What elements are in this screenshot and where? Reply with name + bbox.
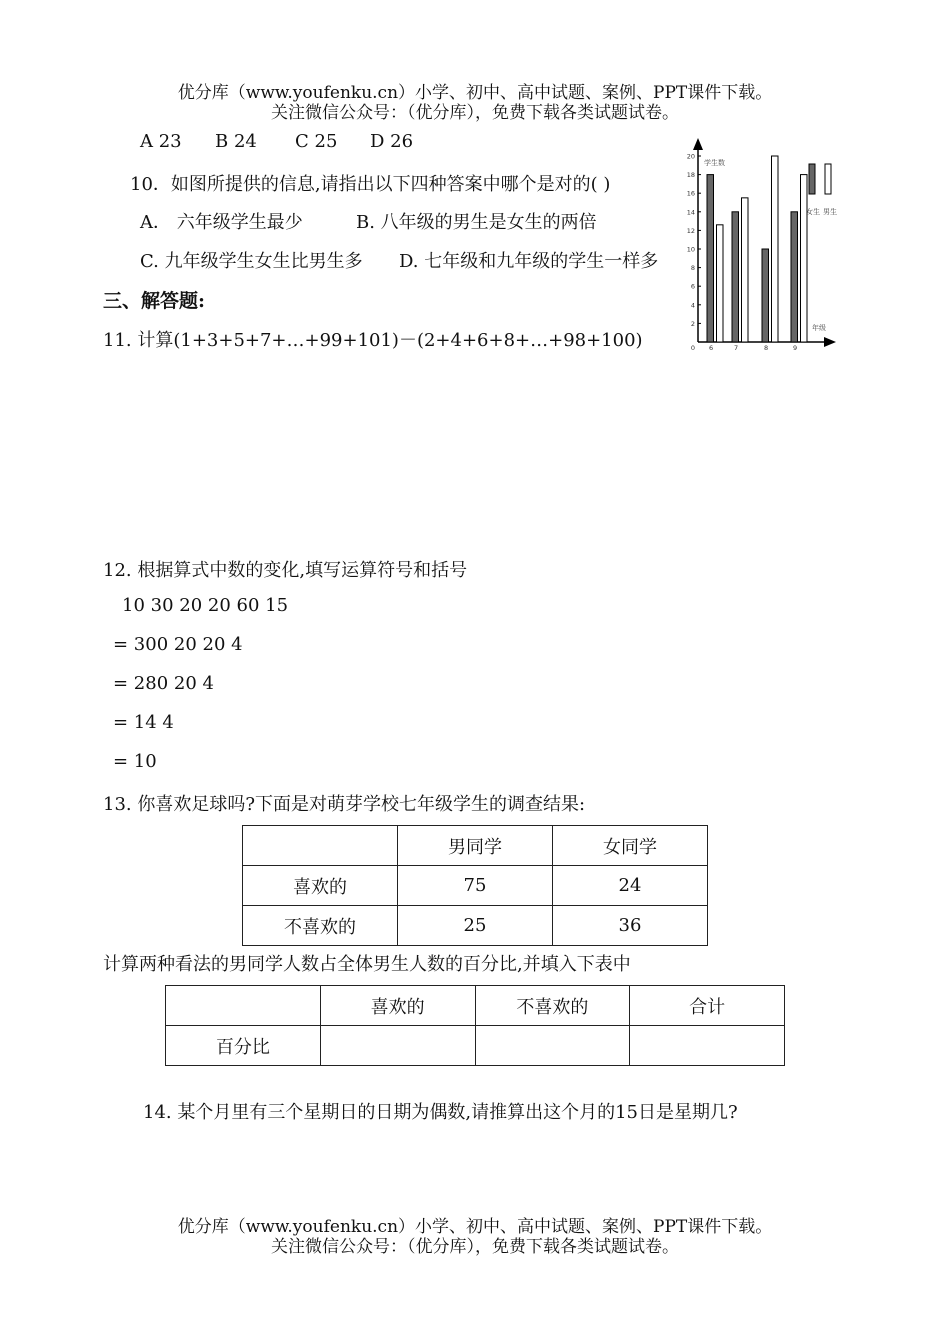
- survey-cell: 24: [552, 866, 707, 906]
- survey-cell: 75: [397, 866, 552, 906]
- y-tick-label: 10: [686, 245, 695, 254]
- percentage-table: [165, 985, 785, 1066]
- survey-header-blank: [243, 826, 398, 866]
- y-tick-label: 6: [690, 282, 695, 291]
- q12-line-1: 10 30 20 20 60 15: [122, 595, 289, 616]
- y-tick-label: 18: [686, 171, 695, 180]
- q10-option-c: C. 九年级学生女生比男生多: [140, 251, 363, 272]
- percent-answer-cell[interactable]: [320, 1026, 475, 1066]
- y-axis-arrow: [693, 138, 703, 150]
- x-axis-title: 年级: [812, 324, 826, 332]
- y-tick-label: 20: [686, 152, 695, 161]
- grade-bar-chart: [678, 132, 850, 357]
- survey-cell: 36: [552, 906, 707, 946]
- q12-line-4: = 14 4: [113, 712, 174, 733]
- q10-stem: 10．如图所提供的信息,请指出以下四种答案中哪个是对的( ): [130, 174, 611, 195]
- q12-line-2: = 300 20 20 4: [113, 634, 243, 655]
- legend-label: 女生: [806, 208, 820, 216]
- footer-line-2: 关注微信公众号：（优分库），免费下载各类试题试卷。: [271, 1237, 679, 1257]
- q10-option-b: B. 八年级的男生是女生的两倍: [356, 212, 597, 233]
- legend-label: 男生: [823, 208, 837, 216]
- x-tick-label: 9: [793, 344, 798, 352]
- percent-header-like: 喜欢的: [320, 986, 475, 1026]
- legend-swatch-女生: [809, 164, 815, 194]
- q11-text: 11. 计算(1+3+5+7+…+99+101)－(2+4+6+8+…+98+100): [103, 330, 643, 351]
- q13-instruction: 计算两种看法的男同学人数占全体男生人数的百分比,并填入下表中: [103, 954, 631, 975]
- x-tick-label: 7: [734, 344, 739, 352]
- header-line-2: 关注微信公众号：（优分库），免费下载各类试题试卷。: [271, 103, 679, 123]
- q13-stem: 13. 你喜欢足球吗?下面是对萌芽学校七年级学生的调查结果:: [103, 794, 586, 815]
- bar-女生-6: [707, 175, 714, 342]
- bar-男生-7: [742, 198, 749, 342]
- y-tick-label: 8: [690, 264, 695, 273]
- q12-line-3: = 280 20 4: [113, 673, 214, 694]
- percent-answer-cell[interactable]: [475, 1026, 630, 1066]
- bar-女生-7: [732, 212, 739, 342]
- y-tick-label: 16: [686, 189, 695, 198]
- survey-row-label: 不喜欢的: [243, 906, 398, 946]
- origin-label: 0: [690, 344, 695, 352]
- q12-line-5: = 10: [113, 751, 157, 772]
- q9-option-d: D 26: [370, 131, 414, 152]
- bar-女生-9: [791, 212, 798, 342]
- survey-header-girls: 女同学: [552, 826, 707, 866]
- q12-stem: 12. 根据算式中数的变化,填写运算符号和括号: [103, 560, 468, 581]
- legend-swatch-男生: [825, 164, 831, 194]
- survey-cell: 25: [397, 906, 552, 946]
- bar-男生-6: [717, 225, 724, 342]
- q14-text: 14. 某个月里有三个星期日的日期为偶数,请推算出这个月的15日是星期几?: [143, 1102, 738, 1123]
- q9-option-c: C 25: [295, 131, 338, 152]
- percent-row-label: 百分比: [166, 1026, 321, 1066]
- footer-line-1: 优分库（www.youfenku.cn）小学、初中、高中试题、案例、PPT课件下载。: [177, 1217, 773, 1237]
- survey-header-boys: 男同学: [397, 826, 552, 866]
- survey-table: [242, 825, 708, 946]
- q9-option-b: B 24: [215, 131, 257, 152]
- percent-header-blank: [166, 986, 321, 1026]
- survey-row-label: 喜欢的: [243, 866, 398, 906]
- percent-header-dislike: 不喜欢的: [475, 986, 630, 1026]
- x-tick-label: 6: [709, 344, 714, 352]
- percent-answer-cell[interactable]: [630, 1026, 785, 1066]
- bar-男生-8: [772, 156, 779, 342]
- bar-男生-9: [801, 175, 808, 342]
- y-tick-label: 12: [686, 226, 695, 235]
- percent-header-total: 合计: [630, 986, 785, 1026]
- q9-option-a: A 23: [140, 131, 182, 152]
- section-title: 三、解答题:: [103, 290, 206, 312]
- q10-option-a: A． 六年级学生最少: [140, 212, 303, 233]
- y-tick-label: 4: [690, 301, 695, 310]
- header-line-1: 优分库（www.youfenku.cn）小学、初中、高中试题、案例、PPT课件下载。: [177, 83, 773, 103]
- x-axis-arrow: [824, 337, 836, 347]
- x-tick-label: 8: [764, 344, 769, 352]
- q10-option-d: D. 七年级和九年级的学生一样多: [399, 251, 659, 272]
- y-tick-label: 2: [690, 319, 695, 328]
- y-tick-label: 14: [686, 208, 695, 217]
- bar-女生-8: [762, 249, 769, 342]
- y-axis-title: 学生数: [704, 159, 725, 167]
